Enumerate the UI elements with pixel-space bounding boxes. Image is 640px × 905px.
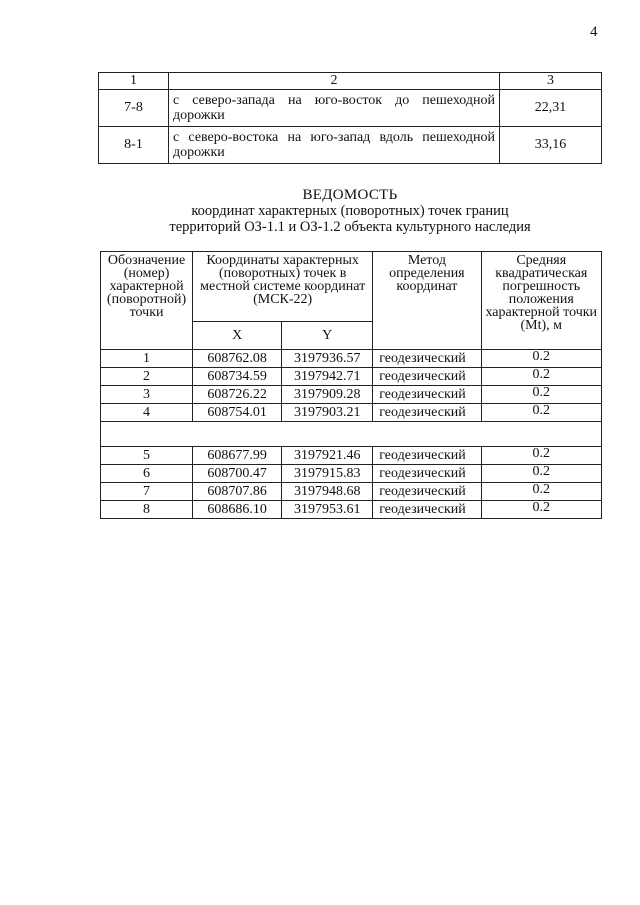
boundary-segments-table: [98, 72, 602, 164]
table-header-row: [101, 252, 602, 322]
segment-length: 22,31: [500, 90, 602, 127]
group-separator-cell: [101, 422, 602, 447]
point-id: 1: [101, 350, 193, 368]
table-header-row: [99, 73, 602, 90]
coordinate-x: 608677.99: [193, 447, 282, 465]
column-header-method: Метод определения координат: [373, 252, 481, 350]
table-row: [101, 350, 602, 368]
column-header-description: 2: [169, 73, 500, 90]
coordinate-y: 3197915.83: [282, 465, 373, 483]
point-id: 6: [101, 465, 193, 483]
determination-method: геодезический: [373, 465, 481, 483]
coordinate-x: 608726.22: [193, 386, 282, 404]
point-id: 2: [101, 368, 193, 386]
point-id: 5: [101, 447, 193, 465]
error-value: 0.2: [481, 447, 601, 465]
error-value: 0.2: [481, 404, 601, 422]
point-id: 4: [101, 404, 193, 422]
column-header-point-id: Обозначение (номер) характерной (поворотной) точки: [101, 252, 193, 350]
column-header-y: Y: [282, 322, 373, 350]
table-row: [101, 368, 602, 386]
column-header-x: X: [193, 322, 282, 350]
point-id: 7: [101, 483, 193, 501]
determination-method: геодезический: [373, 386, 481, 404]
determination-method: геодезический: [373, 350, 481, 368]
segment-number: 8-1: [99, 127, 169, 164]
determination-method: геодезический: [373, 368, 481, 386]
statement-title: [100, 187, 600, 235]
error-value: 0.2: [481, 368, 601, 386]
segment-description: с северо-запада на юго-восток до пешеходной дорожки: [169, 90, 500, 127]
error-value: 0.2: [481, 465, 601, 483]
title-line-3: территорий ОЗ-1.1 и ОЗ-1.2 объекта культурного наследия: [169, 219, 531, 235]
determination-method: геодезический: [373, 447, 481, 465]
table-row: [99, 127, 602, 164]
table-row: [101, 483, 602, 501]
coordinate-y: 3197942.71: [282, 368, 373, 386]
table-row: [101, 447, 602, 465]
coordinate-x: 608700.47: [193, 465, 282, 483]
coordinate-x: 608762.08: [193, 350, 282, 368]
determination-method: геодезический: [373, 483, 481, 501]
error-value: 0.2: [481, 483, 601, 501]
coordinate-y: 3197909.28: [282, 386, 373, 404]
error-value: 0.2: [481, 386, 601, 404]
determination-method: геодезический: [373, 501, 481, 519]
page-number: 4: [590, 24, 598, 40]
coordinate-x: 608686.10: [193, 501, 282, 519]
coordinate-x: 608754.01: [193, 404, 282, 422]
table-row: [101, 386, 602, 404]
title-main: ВЕДОМОСТЬ: [302, 187, 398, 203]
title-line-2: координат характерных (поворотных) точек границ: [191, 203, 509, 219]
coordinate-y: 3197921.46: [282, 447, 373, 465]
table-row: [101, 404, 602, 422]
column-header-coordinates: Координаты характерных (поворотных) точек в местной системе координат (МСК-22): [193, 252, 373, 322]
coordinate-y: 3197953.61: [282, 501, 373, 519]
segment-description: с северо-востока на юго-запад вдоль пешеходной дорожки: [169, 127, 500, 164]
table-row: [101, 465, 602, 483]
table-row: [99, 90, 602, 127]
point-id: 8: [101, 501, 193, 519]
error-value: 0.2: [481, 501, 601, 519]
column-header-number: 1: [99, 73, 169, 90]
determination-method: геодезический: [373, 404, 481, 422]
coordinate-y: 3197936.57: [282, 350, 373, 368]
column-header-error: Средняя квадратическая погрешность положения характерной точки (Mt), м: [481, 252, 601, 350]
point-id: 3: [101, 386, 193, 404]
segment-length: 33,16: [500, 127, 602, 164]
coordinate-y: 3197903.21: [282, 404, 373, 422]
coordinate-y: 3197948.68: [282, 483, 373, 501]
table-row: [101, 501, 602, 519]
segment-number: 7-8: [99, 90, 169, 127]
group-separator-row: [101, 422, 602, 447]
column-header-length: 3: [500, 73, 602, 90]
error-value: 0.2: [481, 350, 601, 368]
coordinate-x: 608707.86: [193, 483, 282, 501]
coordinate-x: 608734.59: [193, 368, 282, 386]
coordinates-table: [100, 251, 602, 519]
